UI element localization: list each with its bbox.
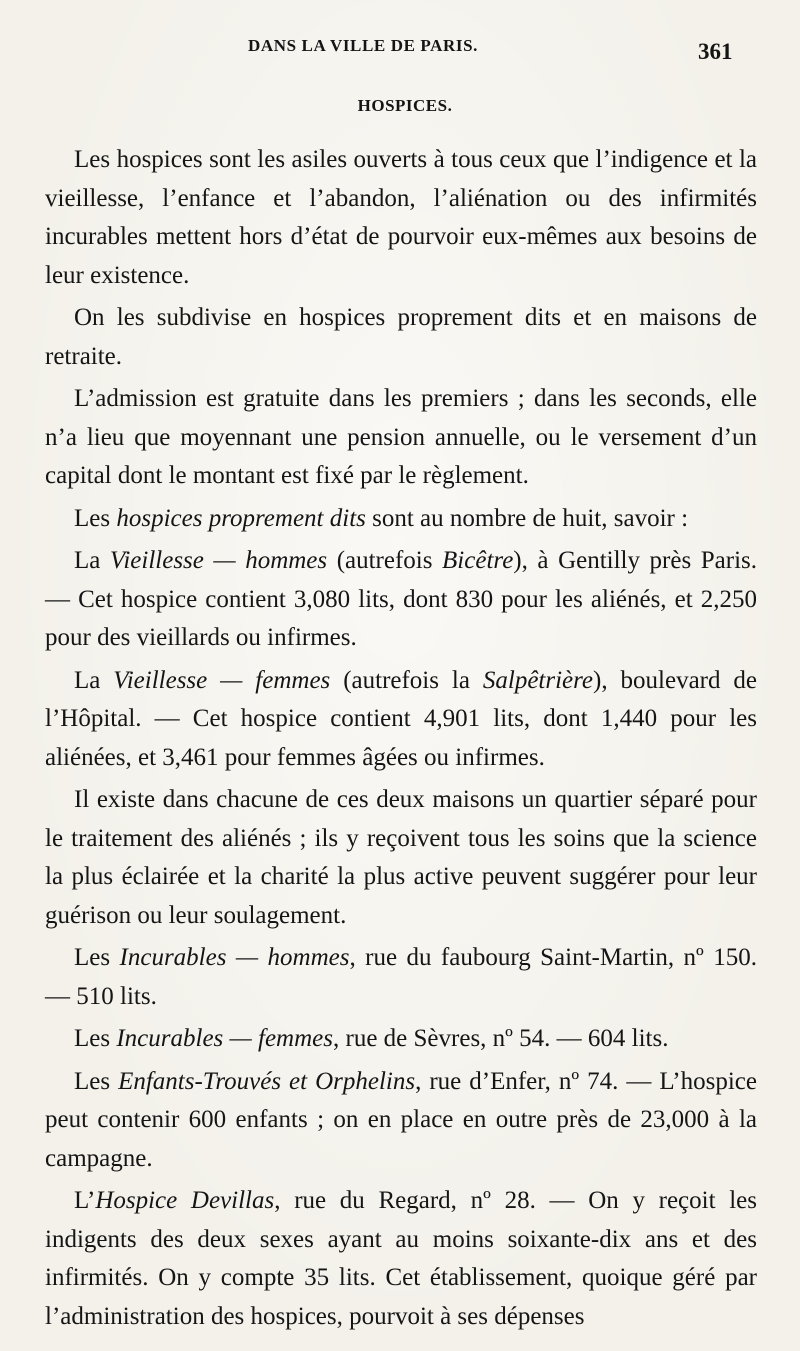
paragraph xyxy=(45,380,757,496)
text-run: ), à Gentilly près Paris. — Cet hospice contient 3,080 lits, dont 830 pour les aliénés, et 2,250 pour des vieillards ou infirmes. xyxy=(45,547,757,651)
paragraph xyxy=(45,141,757,295)
italic-text: hospices proprement dits xyxy=(116,504,366,532)
text-run: (autrefois la xyxy=(330,666,483,694)
text-run: On les subdivise en hospices proprement dits et en maisons de retraite. xyxy=(45,304,757,370)
paragraph xyxy=(45,1020,757,1059)
paragraph xyxy=(45,542,757,658)
text-run: Les xyxy=(74,1067,119,1095)
text-run: La xyxy=(74,666,114,694)
text-run: , rue de Sèvres, nº 54. — 604 lits. xyxy=(333,1025,669,1052)
text-run: Les hospices sont les asiles ouverts à tous ceux que l’indigence et la vieillesse, l’enfance et l’abandon, l’aliénation ou des infirmités incurables mettent hors d’état de pourvoir eux-mêmes aux besoins de leur existence. xyxy=(45,146,757,289)
text-run: sont au nombre de huit, savoir : xyxy=(365,504,689,532)
paragraph xyxy=(45,781,757,935)
italic-text: Bicêtre xyxy=(442,547,514,574)
page-number: 361 xyxy=(698,39,733,64)
text-run: , rue du Regard, nº 28. — On y reçoit les indigents des deux sexes ayant au moins soixante-dix ans et des infirmités. On y compte 35 lits. Cet établissement, quoique géré par l’administration des hospices, pourvoit à ses dépenses xyxy=(45,1187,758,1330)
section-heading: HOSPICES. xyxy=(357,96,453,115)
italic-text: Hospice Devillas xyxy=(95,1187,275,1214)
italic-text: Incurables — hommes xyxy=(119,944,350,971)
italic-text: Vieillesse — hommes xyxy=(109,547,328,574)
text-run: L’admission est gratuite dans les premiers ; dans les seconds, elle n’a lieu que moyennant une pension annuelle, ou le versement d’un capital dont le montant est fixé par le règlement. xyxy=(45,385,757,489)
italic-text: Enfants-Trouvés et Orphelins xyxy=(118,1067,416,1095)
text-run: Les xyxy=(74,504,117,532)
paragraph xyxy=(45,500,757,539)
italic-text: Salpêtrière xyxy=(482,666,594,694)
paragraph xyxy=(45,662,757,778)
italic-text: Incurables — femmes xyxy=(116,1025,333,1052)
text-run: L’ xyxy=(74,1187,96,1214)
paragraph xyxy=(45,939,757,1016)
text-run: , rue d’Enfer, nº 74. — L’hospice peut contenir 600 enfants ; on en place en outre près de 23,000 à la campagne. xyxy=(45,1067,757,1172)
body-text xyxy=(45,141,757,1340)
paragraph xyxy=(45,1182,757,1336)
paragraph xyxy=(45,299,757,376)
paragraph xyxy=(45,1063,757,1179)
running-title: DANS LA VILLE DE PARIS. xyxy=(248,36,478,55)
running-head xyxy=(0,36,800,66)
text-run: ), boulevard de l’Hôpital. — Cet hospice contient 4,901 lits, dont 1,440 pour les aliénées, et 3,461 pour femmes âgées ou infirmes. xyxy=(45,666,757,771)
text-run: Il existe dans chacune de ces deux maisons un quartier séparé pour le traitement des aliénés ; ils y reçoivent tous les soins que la science la plus éclairée et la charité la plus active peuvent suggérer pour leur guérison ou leur soulagement. xyxy=(45,786,757,929)
text-run: , rue du faubourg Saint-Martin, nº 150. — 510 lits. xyxy=(45,944,757,1010)
text-run: Les xyxy=(74,1025,117,1052)
italic-text: Vieillesse — femmes xyxy=(113,666,331,694)
text-run: La xyxy=(74,547,110,574)
text-run: Les xyxy=(74,944,120,971)
text-run: (autrefois xyxy=(327,547,443,574)
